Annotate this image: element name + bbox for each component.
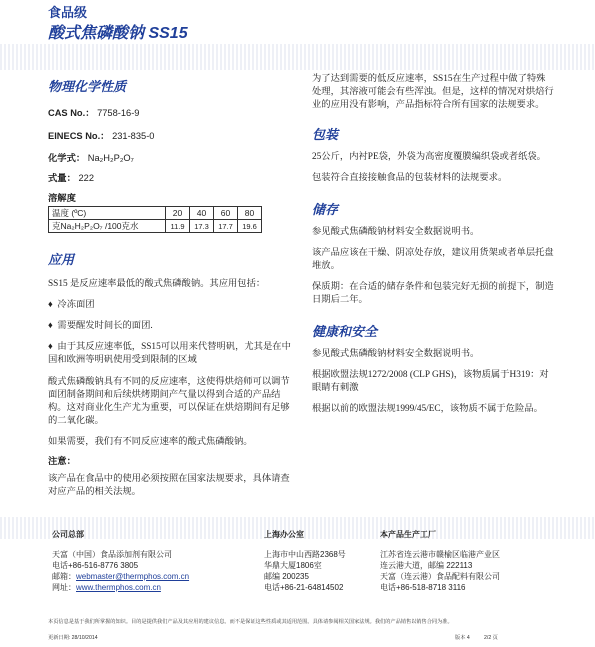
application-intro: SS15 是反应速率最低的酸式焦磷酸钠。其应用包括：	[48, 279, 266, 289]
formula-line	[48, 152, 293, 165]
footer-factory	[380, 529, 550, 593]
version-label: 版本 4	[455, 635, 470, 641]
cas-label: CAS No.：	[48, 108, 95, 118]
mw-label: 式量：	[48, 173, 76, 183]
hq-line: 电话+86-516-8776 3805	[52, 561, 139, 570]
health-p3: 根据以前的欧盟法规1999/45/EC，该物质不属于危险品。	[312, 404, 543, 414]
packaging-p1: 25公斤，内衬PE袋，外袋为高密度覆膜编织袋或者纸袋。	[312, 152, 546, 162]
disclaimer: 本页信息是基于我们所掌握的知识。目的是提供我们产品及其应用的建议信息。而不是保证这些性质或其适用范围。具体请参阅相关国家法规。我们的产品销售以销售合同为准。	[48, 619, 453, 625]
page-number: 2/2 页	[484, 635, 498, 641]
table-cell: 11.9	[166, 220, 190, 233]
shanghai-title: 上海办公室	[264, 530, 304, 539]
solubility-table	[48, 206, 262, 233]
table-cell: 温度 (ºC)	[49, 207, 166, 220]
table-row	[49, 220, 262, 233]
hq-web-line	[52, 582, 252, 593]
table-cell: 克Na₂H₂P₂O₇ /100克水	[49, 220, 166, 233]
packaging-p2: 包装符合直接接触食品的包装材料的法规要求。	[312, 173, 508, 183]
mw-line	[48, 172, 293, 185]
storage-p3: 保质期：在合适的储存条件和包装完好无损的前提下，制造日期后二年。	[312, 282, 554, 305]
table-cell: 20	[166, 207, 190, 220]
shanghai-line: 电话+86-21-64814502	[264, 583, 344, 592]
table-row	[49, 207, 262, 220]
table-cell: 60	[214, 207, 238, 220]
factory-title: 本产品生产工厂	[380, 530, 436, 539]
header-band	[0, 44, 595, 70]
health-title: 健康和安全	[312, 324, 378, 339]
table-cell: 80	[238, 207, 262, 220]
application-para2: 如果需要，我们有不同反应速率的酸式焦磷酸钠。	[48, 437, 253, 447]
email-label: 邮箱：	[52, 572, 76, 581]
einecs-line	[48, 130, 293, 143]
mw-value: 222	[78, 173, 95, 183]
packaging-title: 包装	[312, 127, 339, 142]
einecs-value: 231-835-0	[112, 131, 155, 141]
table-cell: 40	[190, 207, 214, 220]
factory-line: 电话+86-518-8718 3116	[380, 583, 466, 592]
physchem-title: 物理化学性质	[48, 79, 127, 94]
solubility-label: 溶解度	[48, 193, 76, 203]
hq-title: 公司总部	[52, 530, 84, 539]
bullet-icon: ♦	[48, 321, 53, 331]
bullet-icon: ♦	[48, 300, 53, 310]
web-label: 网址：	[52, 583, 76, 592]
factory-line: 天富（连云港）食品配料有限公司	[380, 572, 500, 581]
storage-p2: 该产品应该在干燥、阴凉处存放，建议用货架或者单层托盘堆放。	[312, 248, 554, 271]
note-label: 注意：	[48, 456, 76, 466]
footer-shanghai	[264, 529, 374, 593]
product-grade: 食品级	[48, 5, 88, 20]
right-intro: 为了达到需要的低反应速率，SS15在生产过程中做了特殊处理，其溶液可能会有些浑浊。但是，这样的情况对烘焙行业的应用没有影响，产品指标符合所有国家的法规要求。	[312, 74, 554, 110]
note-text: 该产品在食品中的使用必须按照在国家法规要求，具体请查对应产品的相关法规。	[48, 474, 290, 497]
hq-line: 天富（中国）食品添加剂有限公司	[52, 550, 172, 559]
application-title: 应用	[48, 252, 75, 267]
list-item: ♦ 需要醒发时间长的面团.	[48, 321, 153, 331]
application-para1: 酸式焦磷酸钠具有不同的反应速率，这使得烘焙师可以调节面团制备期间和后续烘烤期间产气量以得到合适的产品结构。这对商业化生产尤为重要，可以保证在烘焙期间有足够的二氧化碳。	[48, 377, 290, 426]
factory-line: 江苏省连云港市赣榆区临港产业区	[380, 550, 500, 559]
footer-hq	[52, 529, 252, 593]
einecs-label: EINECS No.：	[48, 131, 110, 141]
list-item: ♦ 冷冻面团	[48, 300, 95, 310]
shanghai-line: 上海市中山西路2368号	[264, 550, 346, 559]
product-title: 酸式焦磷酸钠 SS15	[48, 25, 188, 42]
health-p1: 参见酸式焦磷酸钠材料安全数据说明书。	[312, 349, 480, 359]
updated-date: 更新日期: 28/10/2014	[48, 635, 98, 641]
email-link[interactable]: webmaster@thermphos.com.cn	[76, 572, 190, 581]
table-cell: 17.3	[190, 220, 214, 233]
list-item: ♦ 由于其反应速率低，SS15可以用来代替明矾，尤其是在中国和欧洲等明矾使用受到限制的区域	[48, 342, 291, 365]
formula-value: Na₂H₂P₂O₇	[87, 153, 134, 163]
shanghai-line: 华鼎大厦1806室	[264, 561, 322, 570]
cas-value: 7758-16-9	[97, 108, 140, 118]
shanghai-line: 邮编 200235	[264, 572, 309, 581]
hq-email-line	[52, 571, 252, 582]
left-column	[48, 76, 293, 499]
factory-line: 连云港大道，邮编 222113	[380, 561, 473, 570]
formula-label: 化学式：	[48, 153, 86, 163]
table-cell: 17.7	[214, 220, 238, 233]
bullet-icon: ♦	[48, 342, 53, 352]
website-link[interactable]: www.thermphos.com.cn	[76, 583, 161, 592]
storage-p1: 参见酸式焦磷酸钠材料安全数据说明书。	[312, 227, 480, 237]
right-column	[312, 73, 554, 416]
storage-title: 储存	[312, 202, 339, 217]
cas-line	[48, 107, 293, 120]
health-p2: 根据欧盟法规1272/2008 (CLP GHS)，该物质属于H319：对眼睛有刺激	[312, 370, 549, 393]
table-cell: 19.6	[238, 220, 262, 233]
